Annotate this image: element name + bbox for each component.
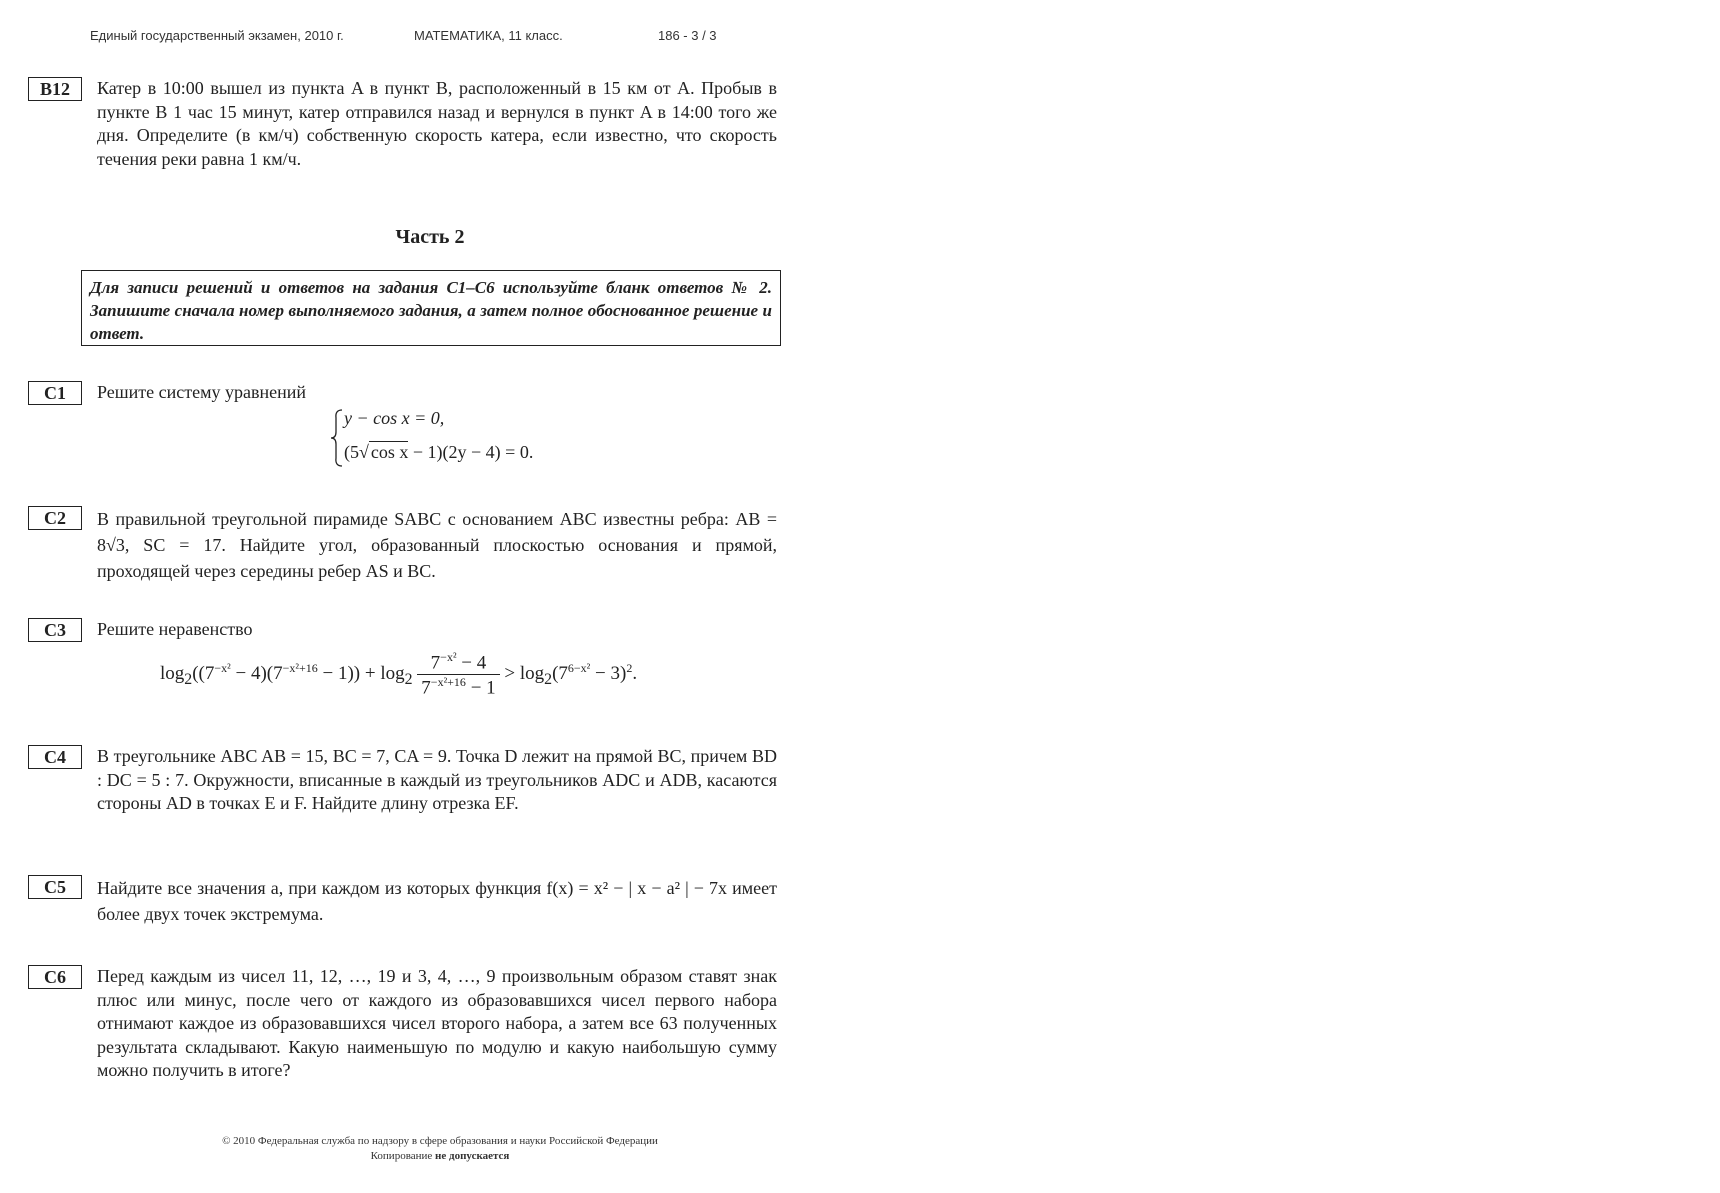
c1-equation-2: (5√ cos x − 1)(2y − 4) = 0. [344, 442, 534, 462]
task-label-c6: C6 [28, 965, 82, 989]
task-text-b12: Катер в 10:00 вышел из пункта A в пункт B, расположенный в 15 км от A. Пробыв в пункте B 1 час 15 минут, катер отправился назад и вернулся в пункт A в 14:00 того же дня. Определите (в км/ч) собственную скорость катера, если известно, что скорость течения реки равна 1 км/ч. [97, 78, 777, 169]
copyright-text: © 2010 Федеральная служба по надзору в сфере образования и науки Российской Федерации [222, 1135, 658, 1147]
task-text-c4: В треугольнике ABC AB = 15, BC = 7, CA = 9. Точка D лежит на прямой BC, причем BD : DC = 5 : 7. Окружности, вписанные в каждый из треугольников ADC и ADB, касаются стороны AD в точках E и F. Найдите длину отрезка EF. [97, 746, 777, 813]
c3-fraction: $\frac{7^{-x^2} - 4}{7^{-x^2+16} - 1}$ [417, 650, 499, 700]
task-text-c6: Перед каждым из чисел 11, 12, …, 19 и 3, 4, …, 9 произвольным образом ставят знак плюс или минус, после чего от каждого из образовавшихся чисел первого набора отнимают каждое из образовавшихся чисел второго набора, а затем все 63 полученных результата складывают. Какую наименьшую по модулю и какую наибольшую сумму можно получить в итоге? [97, 966, 777, 1080]
subject-title: МАТЕМАТИКА, 11 класс. [414, 28, 563, 43]
c1-equation-1: y − cos x = 0, [344, 408, 445, 428]
task-text-c5: Найдите все значения a, при каждом из которых функция f(x) = x² − | x − a² | − 7x имеет более двух точек экстремума. [97, 878, 777, 924]
task-label-c5: C5 [28, 875, 82, 899]
task-label-c3: C3 [28, 618, 82, 642]
exam-title: Единый государственный экзамен, 2010 г. [90, 28, 344, 43]
system-brace [330, 408, 344, 468]
task-text-c2: В правильной треугольной пирамиде SABC с основанием ABC известны ребра: AB = 8√3, SC = 17. Найдите угол, образованный плоскостью основания и прямой, проходящей через середины ребер AS и BC. [97, 509, 777, 581]
task-label-c1: C1 [28, 381, 82, 405]
task-text-c3: Решите неравенство [97, 619, 253, 639]
task-label-b12: B12 [28, 77, 82, 101]
task-label-c4: C4 [28, 745, 82, 769]
page-footer [90, 1134, 790, 1164]
task-text-c1: Решите систему уравнений [97, 382, 306, 402]
page-number: 186 - 3 / 3 [658, 28, 717, 43]
task-label-c2: C2 [28, 506, 82, 530]
copy-notice: Копирование не допускается [370, 1150, 510, 1162]
part-title: Часть 2 [395, 226, 465, 248]
c3-inequality: $\log_2((7^{-x^2} - 4)(7^{-x^2+16} - 1)) + \log_2$ $\frac{7^{-x^2} - 4}{7^{-x^2+16} - 1}$ > $\log_2(7^{6-x^2} - 3)^2$. [160, 650, 638, 699]
instructions-box: Для записи решений и ответов на задания C1–C6 используйте бланк ответов № 2. Запишите сначала номер выполняемого задания, а затем полное обоснованное решение и ответ. [81, 270, 781, 346]
